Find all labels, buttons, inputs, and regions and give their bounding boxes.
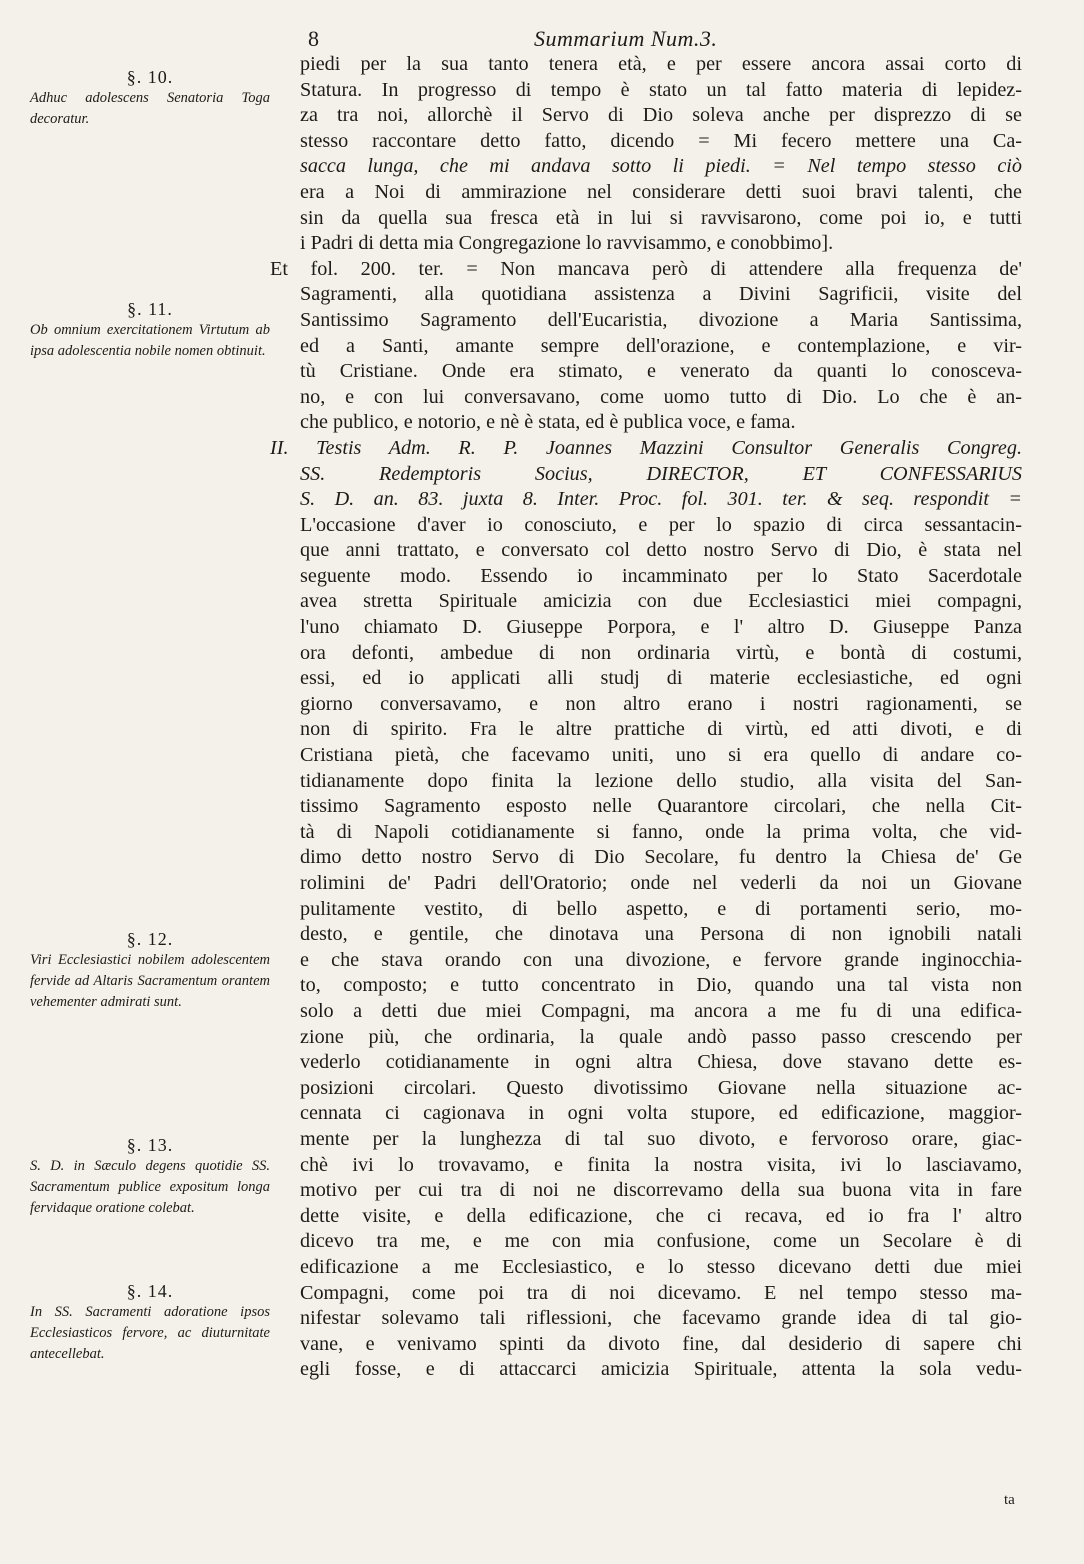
- margin-note-section: §. 12.: [126, 929, 174, 949]
- body-line: tidianamente dopo finita la lezione dello studio, alla visita del San-: [300, 769, 1022, 792]
- margin-note-section: §. 10.: [126, 67, 174, 87]
- margin-note-10: [30, 66, 270, 130]
- body-line: vane, e venivamo spinti da divoto fine, dal desiderio di sapere chi: [300, 1332, 1022, 1355]
- body-line: avea stretta Spirituale amicizia con due Ecclesiastici miei compagni,: [300, 590, 1022, 613]
- body-line: ora defonti, ambedue di non ordinaria virtù, e bontà di costumi,: [300, 641, 1022, 664]
- running-title: Summarium Num.3.: [534, 26, 718, 51]
- body-line: Compagni, come poi tra di noi dicevamo. E nel tempo stesso ma-: [300, 1281, 1022, 1304]
- body-line: Statura. In progresso di tempo è stato un tal fatto materia di lepidez-: [300, 78, 1022, 101]
- body-line: ed a Santi, amante sempre dell'orazione, e contemplazione, e vir-: [300, 334, 1022, 357]
- body-line: piedi per la sua tanto tenera età, e per essere ancora assai corto di: [300, 53, 1022, 75]
- catchword: ta: [1004, 1492, 1015, 1508]
- body-line: zione più, che ordinaria, la quale andò passo passo crescendo per: [300, 1025, 1022, 1048]
- body-line: dicevo tra me, e me con mia confusione, come un Secolare è di: [300, 1230, 1022, 1253]
- body-line: L'occasione d'aver io conosciuto, e per lo spazio di circa sessantacin-: [300, 513, 1022, 536]
- body-line: nifestar solevamo tali riflessioni, che facevamo grande idea di tal gio-: [300, 1307, 1022, 1330]
- body-line: edificazione a me Ecclesiastico, e lo stesso dicevano detti due miei: [300, 1255, 1022, 1278]
- body-line: dette visite, e della edificazione, che ci recava, ed io fra l' altro: [300, 1204, 1022, 1227]
- body-line: seguente modo. Essendo io incamminato per lo Stato Sacerdotale: [300, 564, 1022, 587]
- body-line: que anni trattato, e conversato col detto nostro Servo di Dio, è stata nel: [300, 539, 1022, 562]
- body-line: cennata ci cagionava in ogni volta stupore, ed edificazione, maggior-: [300, 1102, 1022, 1125]
- margin-note-text: Viri Ecclesiastici nobilem adolescentem fervide ad Altaris Sacramentum orantem vehementer admirati sunt.: [30, 952, 270, 1010]
- body-line: che publico, e notorio, e nè è stata, ed è publica voce, e fama.: [300, 411, 796, 434]
- body-line: S. D. an. 83. juxta 8. Inter. Proc. fol. 301. ter. & seq. respondit =: [300, 488, 1022, 511]
- margin-note-text: In SS. Sacramenti adoratione ipsos Ecclesiasticos fervore, ac diuturnitate antecellebat.: [30, 1304, 270, 1362]
- body-line: tissimo Sagramento esposto nelle Quarantore circolari, che nella Cit-: [300, 795, 1022, 818]
- body-line: Et fol. 200. ter. = Non mancava però di attendere alla frequenza de': [270, 257, 1022, 280]
- body-line: non di spirito. Fra le altre prattiche di virtù, ed atti divoti, e di: [300, 718, 1022, 741]
- margin-note-section: §. 13.: [126, 1135, 174, 1155]
- margin-note-11: [30, 298, 270, 362]
- body-line: solo a detti due miei Compagni, ma ancora a me fu di una edifica-: [300, 999, 1022, 1022]
- body-line: era a Noi di ammirazione nel considerare detti suoi bravi talenti, che: [300, 180, 1022, 203]
- body-line: giorno conversavamo, e non altro erano i nostri ragionamenti, se: [300, 692, 1022, 715]
- body-line: dimo detto nostro Servo di Dio Secolare, fu dentro la Chiesa de' Ge: [300, 846, 1022, 869]
- body-line: Sagramenti, alla quotidiana assistenza a Divini Sagrificii, visite del: [300, 283, 1022, 306]
- body-line: l'uno chiamato D. Giuseppe Porpora, e l' altro D. Giuseppe Panza: [300, 616, 1022, 639]
- body-line: i Padri di detta mia Congregazione lo ravvisammo, e conobbimo].: [300, 232, 834, 255]
- body-line: sacca lunga, che mi andava sotto li piedi. = Nel tempo stesso ciò: [300, 155, 1022, 178]
- margin-note-14: [30, 1280, 270, 1365]
- page-number: 8: [308, 26, 319, 51]
- body-line: essi, ed io applicati alli studj di materie ecclesiastiche, ed ogni: [300, 667, 1022, 690]
- body-line: stesso raccontare detto fatto, dicendo = Mi fecero mettere una Ca-: [300, 129, 1022, 152]
- margin-note-12: [30, 928, 270, 1013]
- body-line: Cristiana pietà, che facevamo uniti, uno si era quello di andare co-: [300, 744, 1022, 767]
- body-line: chè ivi lo trovavamo, e finita la nostra visita, ivi lo lasciavamo,: [300, 1153, 1022, 1176]
- body-line: to, composto; e tutto concentrato in Dio, quando una tal vista non: [300, 974, 1022, 997]
- margin-note-section: §. 11.: [127, 299, 173, 319]
- body-line: e che stava orando con una divozione, e fervore grande inginocchia-: [300, 948, 1022, 971]
- body-line: Santissimo Sagramento dell'Eucaristia, divozione a Maria Santissima,: [300, 308, 1022, 331]
- body-line: motivo per cui tra di noi ne discorrevamo della sua buona vita in fare: [300, 1179, 1022, 1202]
- body-line: rolimini de' Padri dell'Oratorio; onde nel vederli da noi un Giovane: [300, 872, 1022, 894]
- body-line: no, e con lui conversavano, come uomo tutto di Dio. Lo che è an-: [300, 385, 1022, 408]
- margin-note-text: Adhuc adolescens Senatoria Toga decoratur.: [30, 90, 270, 127]
- body-line: pulitamente vestito, di bello aspetto, e di portamenti serio, mo-: [300, 897, 1022, 920]
- body-line: mente per la lunghezza di tal suo divoto, e fervoroso orare, giac-: [300, 1127, 1022, 1150]
- body-line: za tra noi, allorchè il Servo di Dio soleva anche per disprezzo di se: [300, 104, 1022, 127]
- margin-note-text: S. D. in Sæculo degens quotidie SS. Sacramentum publice expositum longa fervidaque oratione colebat.: [30, 1158, 270, 1216]
- body-line: desto, e gentile, che dinotava una Persona di non ignobili natali: [300, 923, 1022, 946]
- body-line: tù Cristiane. Onde era stimato, e venerato da quanti lo conosceva-: [300, 360, 1022, 383]
- body-line: vederlo cotidianamente in ogni altra Chiesa, dove stavano dette es-: [300, 1051, 1022, 1074]
- margin-note-section: §. 14.: [126, 1281, 174, 1301]
- body-line: egli fosse, e di attaccarci amicizia Spirituale, attenta la sola vedu-: [300, 1358, 1022, 1381]
- body-line: posizioni circolari. Questo divotissimo Giovane nella situazione ac-: [300, 1076, 1022, 1099]
- body-line: SS. Redemptoris Socius, DIRECTOR, ET CONFESSARIUS: [300, 462, 1022, 485]
- body-line: II. Testis Adm. R. P. Joannes Mazzini Consultor Generalis Congreg.: [270, 436, 1022, 459]
- body-line: tà di Napoli cotidianamente si fanno, onde la prima volta, che vid-: [300, 820, 1022, 843]
- body-line: sin da quella sua fresca età in lui si ravvisarono, come poi io, e tutti: [300, 206, 1022, 229]
- margin-note-13: [30, 1134, 270, 1219]
- body-text: [270, 52, 1022, 1383]
- margin-note-text: Ob omnium exercitationem Virtutum ab ipsa adolescentia nobile nomen obtinuit.: [30, 322, 270, 359]
